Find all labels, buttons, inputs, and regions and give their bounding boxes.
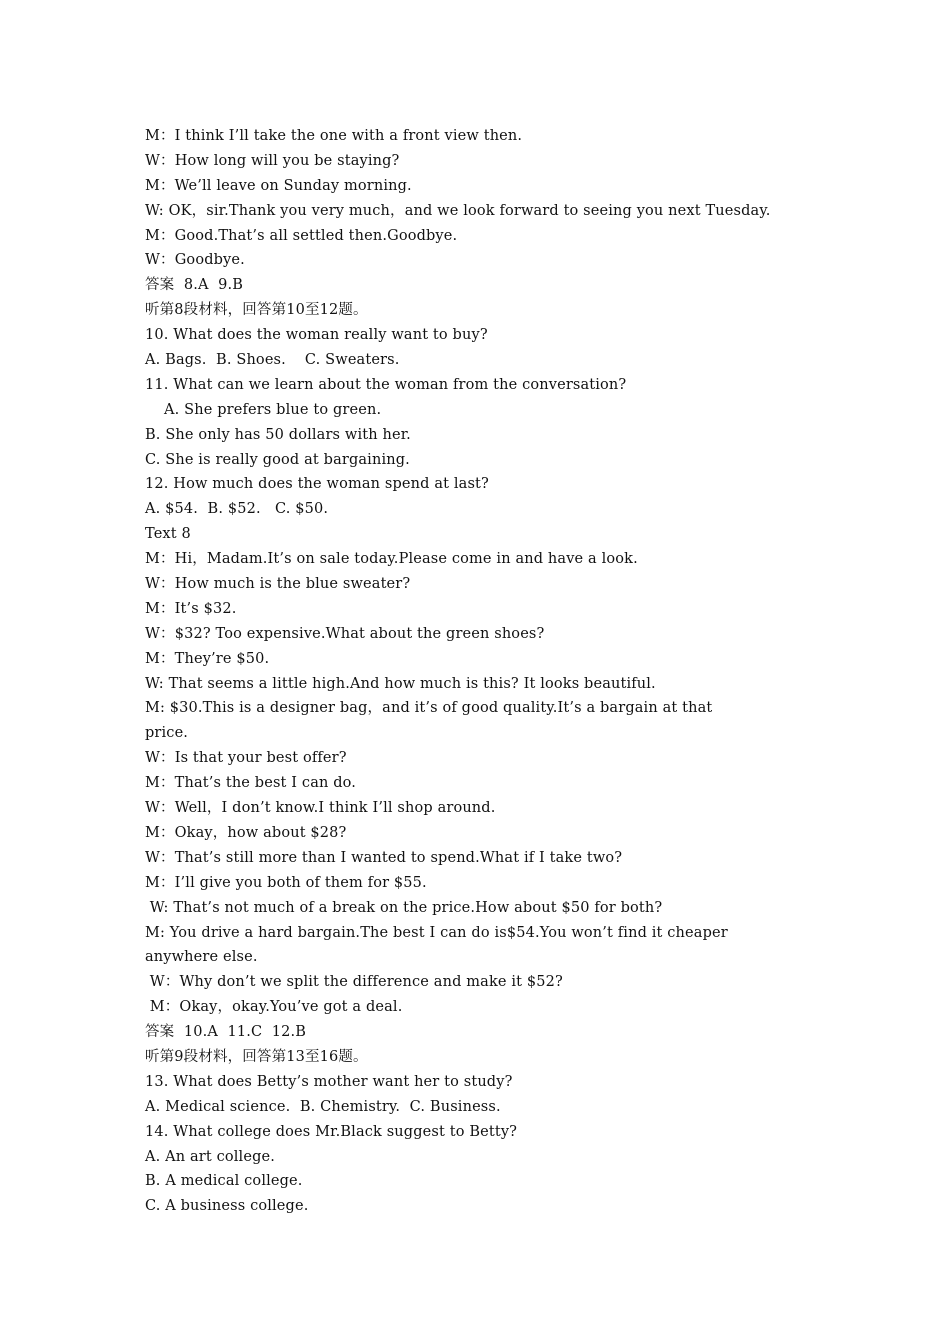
dialogue-line: M：I’ll give you both of them for $55.	[145, 874, 427, 891]
dialogue-line: M：That’s the best I can do.	[145, 775, 357, 792]
dialogue-line: M：Hi，Madam.It’s on sale today.Please come in and have a look.	[145, 551, 638, 568]
answer-option: B. A medical college.	[145, 1173, 303, 1190]
dialogue-line: W：How long will you be staying?	[145, 152, 400, 169]
text-heading: Text 8	[145, 526, 191, 543]
dialogue-line: W：Goodbye.	[145, 252, 245, 269]
question: 11. What can we learn about the woman from the conversation?	[145, 376, 627, 393]
question: 12. How much does the woman spend at last?	[145, 476, 489, 493]
answer-option: C. She is really good at bargaining.	[145, 451, 410, 468]
dialogue-line: M: $30.This is a designer bag，and it’s of good quality.It’s a bargain at that	[145, 700, 713, 717]
answer-option: B. She only has 50 dollars with her.	[145, 426, 411, 443]
dialogue-line: W: OK，sir.Thank you very much，and we look forward to seeing you next Tuesday.	[145, 202, 771, 219]
answer-options: A. $54. B. $52. C. $50.	[145, 501, 329, 518]
answer-key: 答案 8.A 9.B	[145, 277, 244, 294]
answer-option: A. An art college.	[145, 1148, 275, 1165]
dialogue-line: W: That seems a little high.And how much is this? It looks beautiful.	[145, 675, 656, 692]
section-heading: 听第8段材料，回答第10至12题。	[145, 302, 368, 319]
answer-option: A. She prefers blue to green.	[145, 401, 382, 418]
dialogue-line: price.	[145, 725, 189, 742]
answer-options: A. Medical science. B. Chemistry. C. Business.	[145, 1098, 501, 1115]
dialogue-line: M：We’ll leave on Sunday morning.	[145, 177, 412, 194]
answer-option: C. A business college.	[145, 1198, 309, 1215]
question: 10. What does the woman really want to buy?	[145, 327, 488, 344]
dialogue-line: W：$32? Too expensive.What about the green shoes?	[145, 625, 545, 642]
dialogue-line: M：I think I’ll take the one with a front view then.	[145, 128, 523, 144]
document-text	[145, 124, 825, 1219]
dialogue-line: W：Why don’t we split the difference and make it $52?	[145, 974, 563, 991]
dialogue-line: W: That’s not much of a break on the price.How about $50 for both?	[145, 899, 663, 916]
dialogue-line: M：Okay，how about $28?	[145, 824, 347, 841]
dialogue-line: anywhere else.	[145, 949, 258, 966]
section-heading: 听第9段材料，回答第13至16题。	[145, 1048, 368, 1065]
dialogue-line: W：How much is the blue sweater?	[145, 576, 411, 593]
dialogue-line: M：They’re $50.	[145, 650, 270, 667]
dialogue-line: W：Well，I don’t know.I think I’ll shop around.	[145, 800, 496, 817]
dialogue-line: M：It’s $32.	[145, 600, 237, 617]
answer-key: 答案 10.A 11.C 12.B	[145, 1024, 307, 1041]
dialogue-line: M：Good.That’s all settled then.Goodbye.	[145, 227, 458, 244]
dialogue-line: M：Okay，okay.You’ve got a deal.	[145, 999, 403, 1016]
question: 14. What college does Mr.Black suggest to Betty?	[145, 1123, 518, 1140]
answer-options: A. Bags. B. Shoes. C. Sweaters.	[145, 352, 400, 369]
dialogue-line: W：That’s still more than I wanted to spend.What if I take two?	[145, 849, 623, 866]
question: 13. What does Betty’s mother want her to study?	[145, 1073, 513, 1090]
dialogue-line: M: You drive a hard bargain.The best I can do is$54.You won’t find it cheaper	[145, 924, 728, 941]
dialogue-line: W：Is that your best offer?	[145, 750, 347, 767]
